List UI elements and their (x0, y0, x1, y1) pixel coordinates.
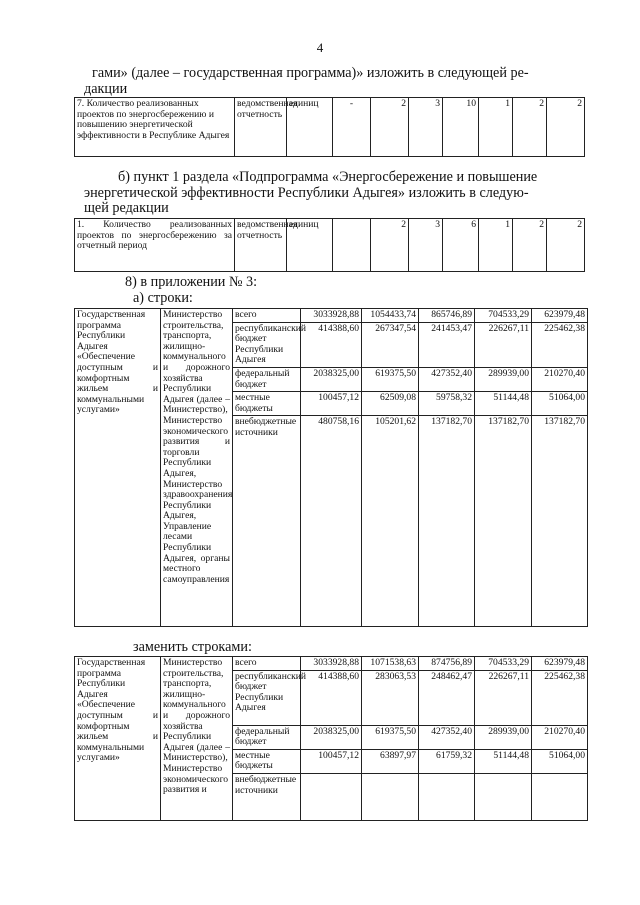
funding-value: 623979,48 (532, 657, 588, 671)
funding-value: 226267,11 (475, 670, 532, 725)
indicator-value: 10 (443, 98, 479, 157)
row-label: республиканский бюджет Республики Адыгея (233, 322, 301, 367)
row-label: местные бюджеты (233, 749, 301, 773)
indicator-value: 2 (513, 98, 547, 157)
indicator-value: 1 (479, 219, 513, 272)
funding-value: 226267,11 (475, 322, 532, 367)
indicator-unit: единиц (287, 98, 333, 157)
indicator-table-1 (74, 97, 585, 157)
table-row (75, 657, 588, 671)
indicator-source: ведомственная отчетность (235, 98, 287, 157)
funding-value: 51144,48 (475, 749, 532, 773)
indicator-name: 1. Количество реализованных проектов по энергосбережению за отчетный период (75, 219, 235, 272)
paragraph-a: а) строки: (133, 290, 193, 306)
funding-value: 619375,50 (362, 367, 419, 391)
program-executors: Министерство строительства, транспорта, жилищно-коммунального и дорожного хозяйства Республики Адыгея (далее – Министерство), Министерство экономического развития и (161, 657, 233, 821)
funding-value: 2038325,00 (301, 725, 362, 749)
funding-value: 241453,47 (419, 322, 475, 367)
row-label: местные бюджеты (233, 392, 301, 416)
funding-value (301, 773, 362, 820)
paragraph-b (84, 170, 584, 217)
paragraph-b-line-1: б) пункт 1 раздела «Подпрограмма «Энергосбережение и повышение (118, 169, 538, 185)
paragraph-b-line-2: энергетической эффективности Республики Адыгея» изложить в следую- (84, 184, 529, 201)
indicator-value: 6 (443, 219, 479, 272)
funding-value: 100457,12 (301, 749, 362, 773)
funding-value: 248462,47 (419, 670, 475, 725)
program-name: Государственная программа Республики Адыгея «Обеспечение доступным и комфортным жильем и коммунальными услугами» (75, 309, 161, 627)
row-label: всего (233, 309, 301, 323)
funding-value: 225462,38 (532, 670, 588, 725)
indicator-unit: единиц (287, 219, 333, 272)
indicator-value: 2 (371, 219, 409, 272)
funding-value: 3033928,88 (301, 309, 362, 323)
intro-paragraph (84, 66, 584, 97)
indicator-value: 2 (371, 98, 409, 157)
funding-value: 480758,16 (301, 416, 362, 627)
funding-value: 100457,12 (301, 392, 362, 416)
intro-line-2: дакции (84, 80, 128, 97)
indicator-value: 2 (547, 219, 585, 272)
funding-value: 61759,32 (419, 749, 475, 773)
funding-value: 62509,08 (362, 392, 419, 416)
funding-value: 137182,70 (532, 416, 588, 627)
funding-value: 105201,62 (362, 416, 419, 627)
funding-value: 1054433,74 (362, 309, 419, 323)
funding-value: 283063,53 (362, 670, 419, 725)
row-label: внебюджетные источники (235, 416, 297, 438)
funding-value: 137182,70 (419, 416, 475, 627)
funding-value: 137182,70 (475, 416, 532, 627)
funding-value: 704533,29 (475, 657, 532, 671)
paragraph-8: 8) в приложении № 3: (125, 274, 258, 290)
row-label: республиканский бюджет Республики Адыгея (233, 670, 301, 725)
table-row (75, 98, 585, 157)
funding-value: 414388,60 (301, 670, 362, 725)
funding-value: 63897,97 (362, 749, 419, 773)
funding-value: 225462,38 (532, 322, 588, 367)
indicator-value: 3 (409, 219, 443, 272)
funding-value: 210270,40 (532, 725, 588, 749)
row-label: федеральный бюджет (233, 725, 301, 749)
funding-value: 414388,60 (301, 322, 362, 367)
funding-value: 874756,89 (419, 657, 475, 671)
funding-value: 427352,40 (419, 725, 475, 749)
funding-value (475, 773, 532, 820)
funding-value: 51064,00 (532, 749, 588, 773)
row-label: федеральный бюджет (233, 367, 301, 391)
indicator-table-2 (74, 218, 585, 272)
funding-value: 210270,40 (532, 367, 588, 391)
indicator-name: 7. Количество реализованных проектов по энергосбережению и повышению энергетической эффективности в Республике Адыгея (75, 98, 235, 157)
intro-line-1: гами» (далее – государственная программа)» изложить в следующей ре- (92, 65, 529, 81)
indicator-source: ведомственная отчетность (235, 219, 287, 272)
funding-value: 704533,29 (475, 309, 532, 323)
table-row (75, 309, 588, 323)
funding-value: 289939,00 (475, 725, 532, 749)
funding-value: 427352,40 (419, 367, 475, 391)
indicator-value: 2 (513, 219, 547, 272)
funding-table-new (74, 656, 588, 821)
funding-value (532, 773, 588, 820)
row-label: всего (233, 657, 301, 671)
indicator-value: 1 (479, 98, 513, 157)
page-number: 4 (316, 40, 324, 55)
row-label: внебюджетные источники (233, 773, 301, 820)
program-executors: Министерство строительства, транспорта, жилищно-коммунального и дорожного хозяйства Республики Адыгея (далее – Министерство), Министерство экономического развития и торговли Республики Адыгея, Министерство здравоохранения Республики Адыгея, Управление лесами Республики Адыгея, органы местного самоуправления (161, 309, 233, 627)
funding-value: 2038325,00 (301, 367, 362, 391)
funding-value (362, 773, 419, 820)
funding-table-old (74, 308, 588, 627)
indicator-value: - (333, 98, 371, 157)
table-row (75, 219, 585, 272)
funding-value: 623979,48 (532, 309, 588, 323)
funding-value: 51144,48 (475, 392, 532, 416)
funding-value: 619375,50 (362, 725, 419, 749)
funding-value: 59758,32 (419, 392, 475, 416)
funding-value (419, 773, 475, 820)
funding-value: 51064,00 (532, 392, 588, 416)
paragraph-replace: заменить строками: (133, 639, 252, 655)
funding-value: 865746,89 (419, 309, 475, 323)
funding-value: 3033928,88 (301, 657, 362, 671)
funding-value: 289939,00 (475, 367, 532, 391)
funding-value: 267347,54 (362, 322, 419, 367)
indicator-value (333, 219, 371, 272)
indicator-value: 2 (547, 98, 585, 157)
program-name: Государственная программа Республики Адыгея «Обеспечение доступным и комфортным жильем и коммунальными услугами» (75, 657, 161, 821)
indicator-value: 3 (409, 98, 443, 157)
row-label-cell (233, 416, 301, 627)
paragraph-b-line-3: щей редакции (84, 200, 169, 216)
funding-value: 1071538,63 (362, 657, 419, 671)
